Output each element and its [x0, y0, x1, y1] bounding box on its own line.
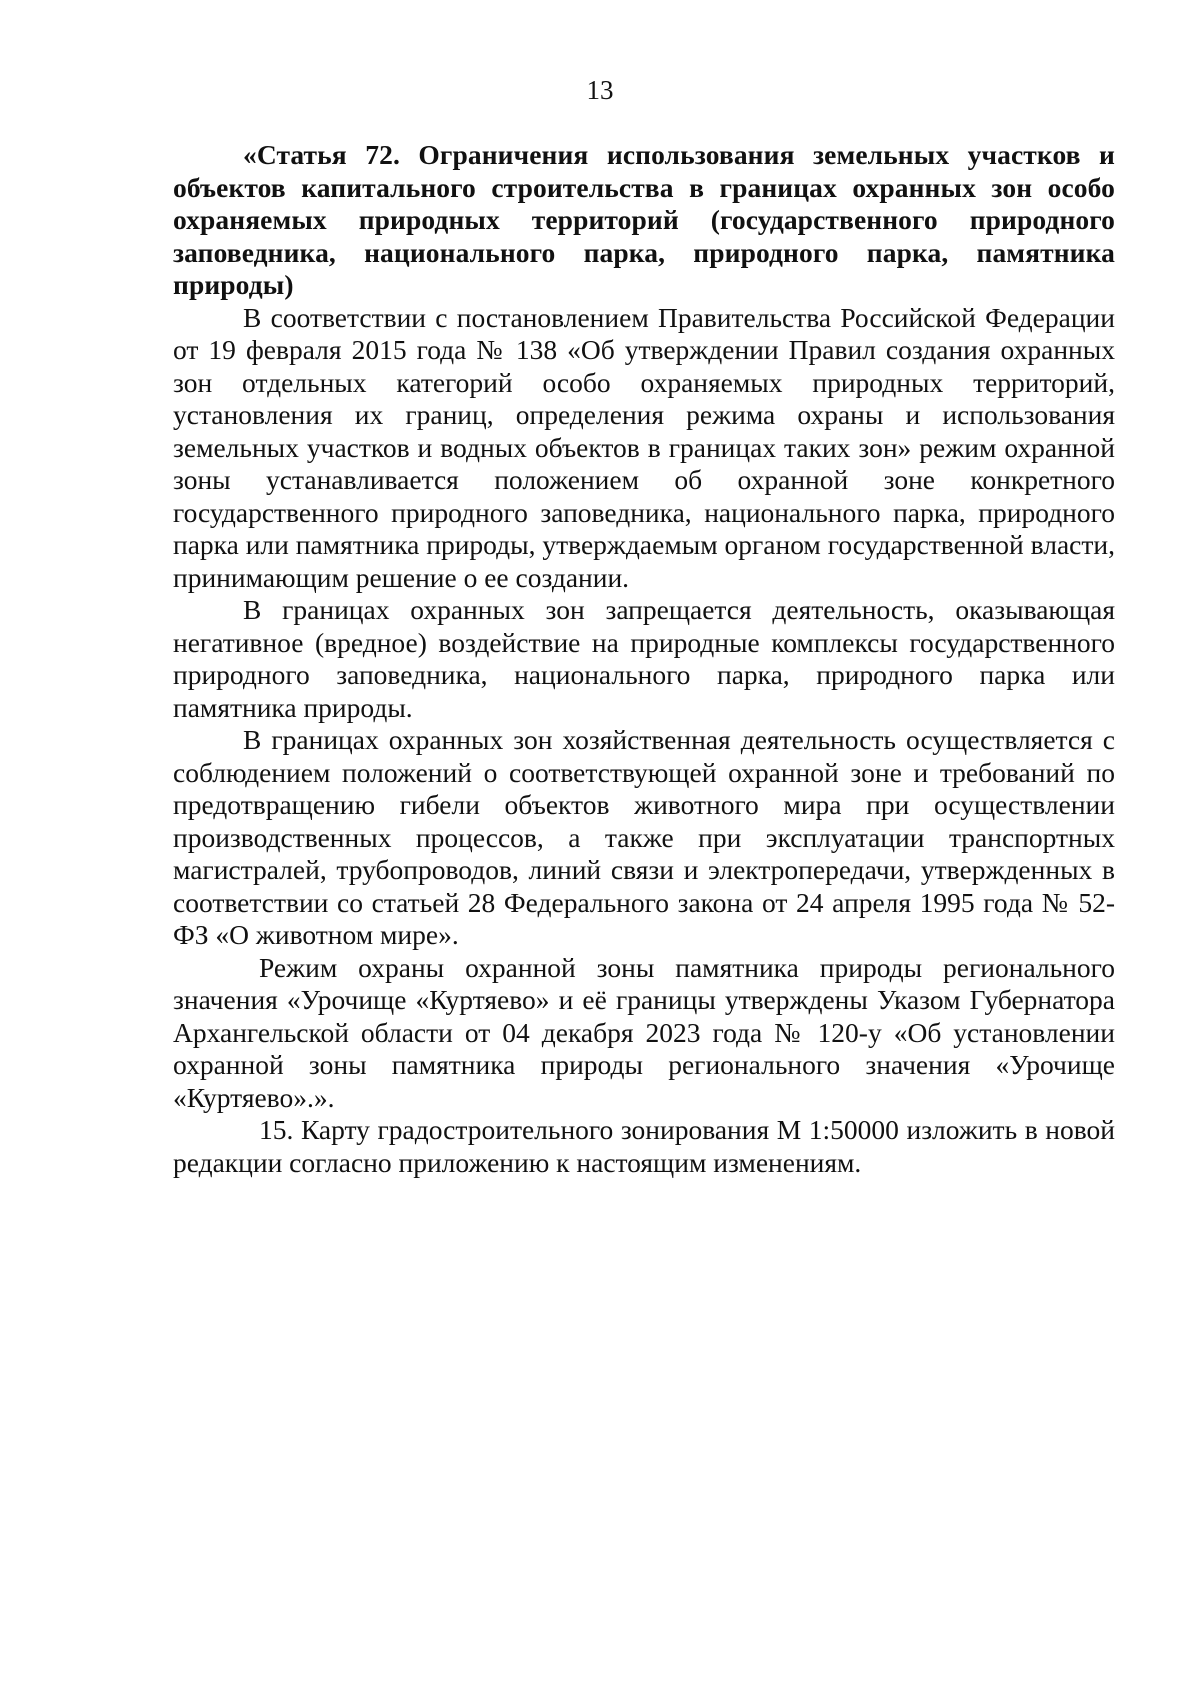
paragraph-economic-activity: В границах охранных зон хозяйственная деятельность осуществляется с соблюдением положений о соответствующей охранной зоне и требований по предотвращению гибели объектов животного мира при осуществлении производственных процессов, а также при эксплуатации транспортных магистралей, трубопроводов, линий связи и электропередачи, утвержденных в соответствии со статьей 28 Федерального закона от 24 апреля 1995 года № 52-ФЗ «О животном мире». [173, 724, 1115, 950]
paragraph-prohibited-activity: В границах охранных зон запрещается деятельность, оказывающая негативное (вредное) воздействие на природные комплексы государственного природного заповедника, национального парка, природного парка или памятника природы. [173, 594, 1115, 723]
paragraph-protection-regime: Режим охраны охранной зоны памятника природы регионального значения «Урочище «Куртяево» и её границы утверждены Указом Губернатора Архангельской области от 04 декабря 2023 года № 120-у «Об установлении охранной зоны памятника природы регионального значения «Урочище «Куртяево».». [173, 951, 1115, 1113]
page-number: 13 [586, 75, 614, 105]
article-heading: «Статья 72. Ограничения использования земельных участков и объектов капитального строительства в границах охранных зон особо охраняемых природных территорий (государственного природного заповедника, национального парка, природного парка, памятника природы) [173, 139, 1115, 300]
paragraph-legal-basis: В соответствии с постановлением Правительства Российской Федерации от 19 февраля 2015 года № 138 «Об утверждении Правил создания охранных зон отдельных категорий особо охраняемых природных территорий, установления их границ, определения режима охраны и использования земельных участков и водных объектов в границах таких зон» режим охранной зоны устанавливается положением об охранной зоне конкретного государственного природного заповедника, национального парка, природного парка или памятника природы, утверждаемым органом государственной власти, принимающим решение о ее создании. [173, 301, 1115, 593]
paragraph-zoning-map: 15. Карту градостроительного зонирования М 1:50000 изложить в новой редакции согласно приложению к настоящим изменениям. [173, 1114, 1115, 1178]
document-body [173, 139, 1115, 1179]
